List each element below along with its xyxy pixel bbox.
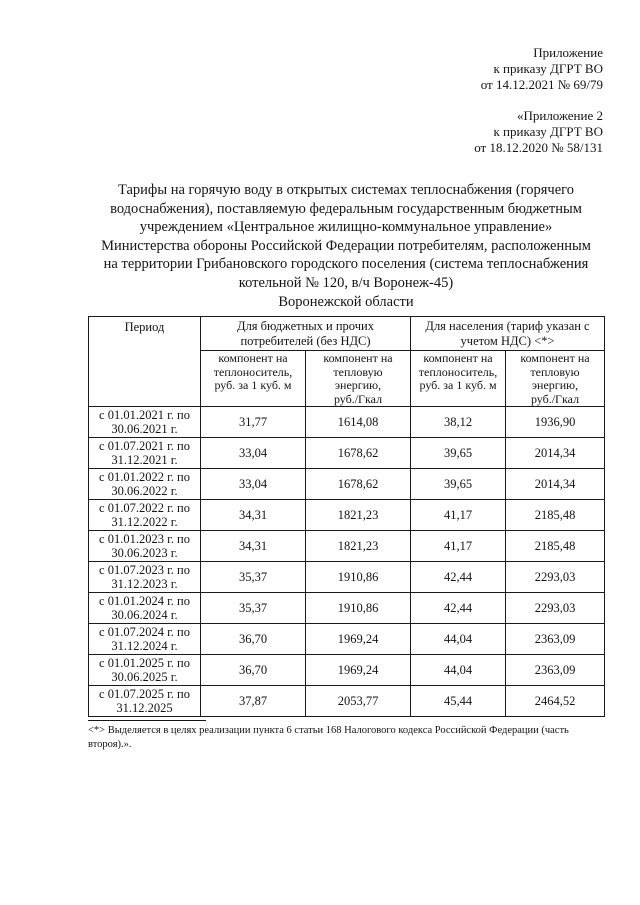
population-header: [411, 317, 605, 351]
footnote-line: второя).».: [88, 739, 132, 750]
budget-coolant-cell: 37,87: [201, 686, 306, 717]
table-row: [89, 531, 605, 562]
title-line: на территории Грибановского городского поселения (система теплоснабжения: [103, 256, 589, 273]
period-start: с 01.07.2025 г. по: [99, 686, 190, 701]
period-end: 30.06.2025 г.: [111, 670, 178, 684]
population-coolant-cell: 38,12: [411, 407, 506, 438]
footnote-line: <*> Выделяется в целях реализации пункта 6 статьи 168 Налогового кодекса Российской Федерации (часть: [88, 725, 569, 736]
header-line: руб./Гкал: [530, 391, 580, 406]
period-end: 31.12.2025: [116, 701, 173, 715]
budget-coolant-cell: 36,70: [201, 624, 306, 655]
budget-energy-cell: 1678,62: [306, 438, 411, 469]
population-energy-cell: 2363,09: [506, 624, 605, 655]
appendix-order-date: от 14.12.2021 № 69/79: [480, 77, 603, 92]
header-line: теплоноситель,: [213, 364, 293, 379]
title-line: Тарифы на горячую воду в открытых системах теплоснабжения (горячего: [117, 182, 574, 198]
population-coolant-cell: 44,04: [411, 624, 506, 655]
period-end: 31.12.2024 г.: [111, 639, 178, 653]
appendix-order-date: от 18.12.2020 № 58/131: [474, 140, 603, 155]
appendix-label: Приложение: [533, 45, 603, 60]
header-line: компонент на: [323, 351, 393, 365]
table-row: [89, 562, 605, 593]
budget-consumers-header: [201, 317, 411, 351]
budget-energy-cell: 1821,23: [306, 500, 411, 531]
table-header-row: [89, 317, 605, 351]
budget-energy-cell: 1910,86: [306, 593, 411, 624]
period-start: с 01.07.2024 г. по: [99, 624, 190, 639]
budget-energy-header: [306, 351, 411, 407]
population-coolant-cell: 41,17: [411, 500, 506, 531]
budget-coolant-cell: 34,31: [201, 531, 306, 562]
period-end: 31.12.2021 г.: [111, 453, 178, 467]
period-end: 30.06.2021 г.: [111, 422, 178, 436]
population-energy-cell: 2293,03: [506, 562, 605, 593]
period-cell: [89, 531, 201, 562]
table-row: [89, 438, 605, 469]
document-title: [88, 181, 604, 311]
period-end: 30.06.2022 г.: [111, 484, 178, 498]
header-line: руб. за 1 куб. м: [419, 378, 497, 392]
header-line: тепловую: [530, 364, 580, 379]
budget-energy-cell: 1910,86: [306, 562, 411, 593]
period-start: с 01.07.2023 г. по: [99, 562, 190, 577]
title-line: Министерства обороны Российской Федерации потребителям, расположенным: [101, 237, 591, 254]
budget-coolant-cell: 33,04: [201, 469, 306, 500]
period-cell: [89, 686, 201, 717]
title-line: котельной № 120, в/ч Воронеж-45): [238, 274, 454, 291]
appendix-label: «Приложение 2: [516, 108, 603, 123]
period-start: с 01.07.2022 г. по: [99, 500, 190, 515]
budget-coolant-cell: 33,04: [201, 438, 306, 469]
period-end: 31.12.2023 г.: [111, 577, 178, 591]
header-line: руб. за 1 куб. м: [214, 378, 292, 392]
population-coolant-cell: 41,17: [411, 531, 506, 562]
period-start: с 01.01.2021 г. по: [99, 407, 190, 422]
period-start: с 01.01.2024 г. по: [99, 593, 190, 608]
budget-energy-cell: 1821,23: [306, 531, 411, 562]
period-cell: [89, 469, 201, 500]
period-cell: [89, 438, 201, 469]
appendix-header-current: [481, 45, 603, 93]
title-line: водоснабжения), поставляемую федеральным государственным бюджетным: [110, 200, 582, 217]
table-row: [89, 500, 605, 531]
population-energy-cell: 2185,48: [506, 500, 605, 531]
population-energy-cell: 2014,34: [506, 438, 605, 469]
table-row: [89, 593, 605, 624]
population-energy-cell: 2363,09: [506, 655, 605, 686]
budget-coolant-cell: 31,77: [201, 407, 306, 438]
population-coolant-cell: 42,44: [411, 562, 506, 593]
tariff-table: [88, 316, 605, 717]
header-line: энергию,: [531, 378, 579, 392]
period-end: 30.06.2024 г.: [111, 608, 178, 622]
table-row: [89, 624, 605, 655]
period-start: с 01.01.2025 г. по: [99, 655, 190, 670]
appendix-order-ref: к приказу ДГРТ ВО: [493, 61, 603, 76]
budget-coolant-cell: 34,31: [201, 500, 306, 531]
table-row: [89, 469, 605, 500]
period-start: с 01.01.2022 г. по: [99, 469, 190, 484]
header-line: энергию,: [334, 378, 382, 392]
budget-energy-cell: 1614,08: [306, 407, 411, 438]
footnote-divider: [88, 720, 206, 721]
population-energy-cell: 2464,52: [506, 686, 605, 717]
period-cell: [89, 562, 201, 593]
budget-energy-cell: 1969,24: [306, 624, 411, 655]
appendix-header-amended: [474, 108, 603, 156]
header-line: теплоноситель,: [418, 364, 498, 379]
title-line: Воронежской области: [278, 293, 414, 310]
budget-coolant-cell: 36,70: [201, 655, 306, 686]
budget-energy-cell: 1969,24: [306, 655, 411, 686]
period-cell: [89, 407, 201, 438]
header-line: учетом НДС) <*>: [460, 334, 555, 348]
header-line: Для бюджетных и прочих: [237, 319, 374, 333]
footnote: [88, 724, 608, 752]
header-line: руб./Гкал: [333, 391, 383, 406]
title-line: учреждением «Центральное жилищно-коммунальное управление»: [139, 219, 553, 236]
period-start: с 01.07.2021 г. по: [99, 438, 190, 453]
budget-coolant-header: [201, 351, 306, 407]
table-row: [89, 655, 605, 686]
header-line: тепловую: [333, 364, 383, 379]
period-cell: [89, 655, 201, 686]
header-line: потребителей (без НДС): [240, 334, 371, 348]
period-end: 31.12.2022 г.: [111, 515, 178, 529]
population-coolant-cell: 39,65: [411, 438, 506, 469]
population-coolant-cell: 44,04: [411, 655, 506, 686]
period-start: с 01.01.2023 г. по: [99, 531, 190, 546]
population-energy-cell: 2185,48: [506, 531, 605, 562]
population-energy-cell: 1936,90: [506, 407, 605, 438]
period-end: 30.06.2023 г.: [111, 546, 178, 560]
population-coolant-cell: 42,44: [411, 593, 506, 624]
period-column-header: Период: [89, 317, 201, 407]
budget-energy-cell: 1678,62: [306, 469, 411, 500]
period-cell: [89, 500, 201, 531]
population-coolant-header: [411, 351, 506, 407]
population-energy-cell: 2014,34: [506, 469, 605, 500]
population-coolant-cell: 39,65: [411, 469, 506, 500]
period-cell: [89, 624, 201, 655]
budget-coolant-cell: 35,37: [201, 593, 306, 624]
population-energy-header: [506, 351, 605, 407]
header-line: компонент на: [520, 351, 590, 365]
header-line: компонент на: [423, 351, 493, 365]
table-row: [89, 686, 605, 717]
header-line: Для населения (тариф указан с: [425, 319, 590, 333]
budget-energy-cell: 2053,77: [306, 686, 411, 717]
population-energy-cell: 2293,03: [506, 593, 605, 624]
table-row: [89, 407, 605, 438]
header-line: компонент на: [218, 351, 288, 365]
population-coolant-cell: 45,44: [411, 686, 506, 717]
budget-coolant-cell: 35,37: [201, 562, 306, 593]
period-cell: [89, 593, 201, 624]
appendix-order-ref: к приказу ДГРТ ВО: [493, 124, 603, 139]
